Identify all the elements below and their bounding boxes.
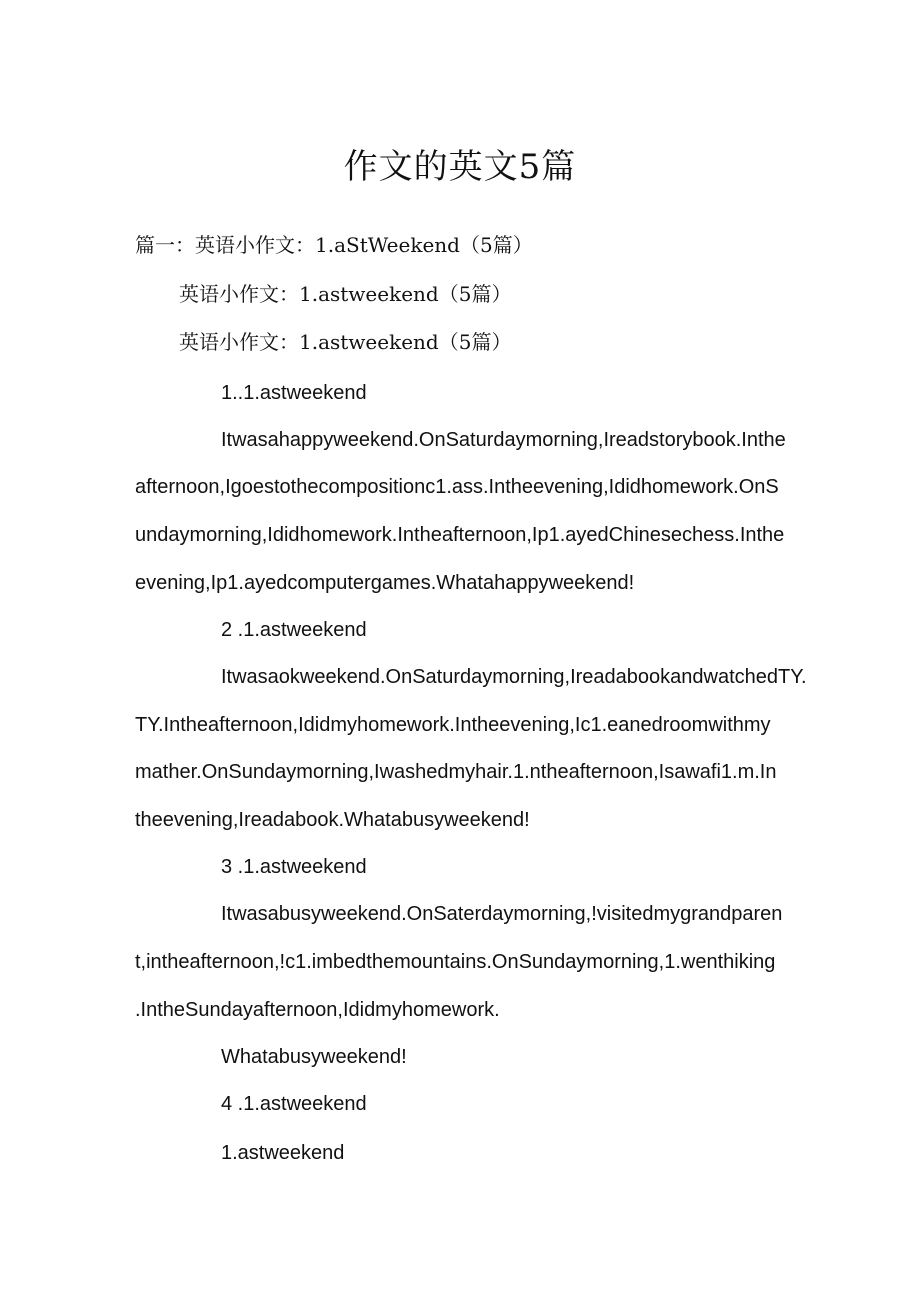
essay-4-line: 1.astweekend: [221, 1142, 345, 1164]
essay-3-line: Whatabusyweekend!: [221, 1046, 407, 1068]
essay-3-line: Itwasabusyweekend.OnSaterdaymorning,!visitedmygrandparen: [221, 903, 783, 925]
essay-2-line: mather.OnSundaymorning,Iwashedmyhair.1.ntheafternoon,Isawafi1.m.In: [135, 761, 777, 783]
essay-1-line: evening,Ip1.ayedcomputergames.Whatahappyweekend!: [135, 572, 635, 594]
essay-3-line: t,intheafternoon,!c1.imbedthemountains.OnSundaymorning,1.wenthiking: [135, 951, 776, 973]
essay-3-heading: 3 .1.astweekend: [221, 856, 367, 878]
essay-2-line: TY.Intheafternoon,Ididmyhomework.Intheevening,Ic1.eanedroomwithmy: [135, 714, 771, 736]
essay-3-line: .IntheSundayafternoon,Ididmyhomework.: [135, 999, 500, 1021]
subtitle-line: 英语小作文：1.astweekend（5篇）: [179, 282, 512, 306]
essay-1-heading: 1..1.astweekend: [221, 382, 367, 404]
essay-1-line: Itwasahappyweekend.OnSaturdaymorning,Ireadstorybook.Inthe: [221, 429, 786, 451]
section-heading: 篇一：英语小作文：1.aStWeekend（5篇）: [135, 233, 533, 257]
essay-2-line: theevening,Ireadabook.Whatabusyweekend!: [135, 809, 530, 831]
document-title: 作文的英文5篇: [343, 147, 577, 187]
essay-4-heading: 4 .1.astweekend: [221, 1093, 367, 1115]
essay-1-line: undaymorning,Ididhomework.Intheafternoon,Ip1.ayedChinesechess.Inthe: [135, 524, 785, 546]
essay-1-line: afternoon,Igoestothecompositionc1.ass.Intheevening,Ididhomework.OnS: [135, 476, 779, 498]
essay-2-line: Itwasaokweekend.OnSaturdaymorning,IreadabookandwatchedTY.: [221, 666, 807, 688]
subtitle-line: 英语小作文：1.astweekend（5篇）: [179, 330, 512, 354]
essay-2-heading: 2 .1.astweekend: [221, 619, 367, 641]
